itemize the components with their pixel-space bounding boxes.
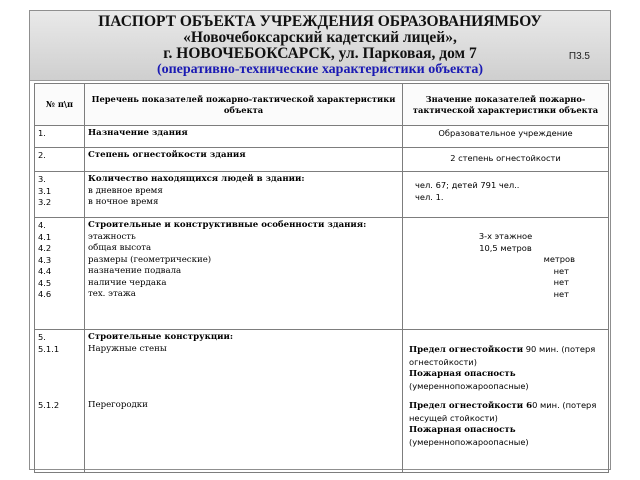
title-line-4: (оперативно-технические характеристики объекта) — [156, 62, 484, 77]
row5-v2-danger-value: (умереннопожароопасные) — [409, 436, 529, 447]
row4-num-6: 4.6 — [38, 289, 52, 299]
row5-v1-fire-label: Предел огнестойкости — [409, 345, 524, 355]
row4-num-3: 4.3 — [38, 254, 52, 265]
row4-item-1: общая высота — [88, 243, 152, 253]
row4-num-5: 4.5 — [38, 277, 52, 288]
table-header-row — [35, 84, 609, 126]
slide-frame — [29, 10, 611, 470]
row5-num-1: 5.1.1 — [38, 343, 60, 354]
row5-spacer — [88, 355, 399, 400]
row4-num-4: 4.4 — [38, 266, 52, 276]
header-num: № п\п — [35, 84, 85, 126]
table-row — [35, 218, 609, 330]
row4-num-0: 4. — [38, 220, 46, 230]
row5-v2-danger-label: Пожарная опасность — [409, 425, 516, 435]
row5-item-1: Перегородки — [88, 400, 148, 410]
row4-item-0: этажность — [88, 231, 136, 242]
table-row — [35, 148, 609, 172]
row5-value-spacer — [409, 392, 605, 400]
table-row — [35, 330, 609, 473]
row4-value-5: нет — [553, 288, 569, 299]
header-name: Перечень показателей пожарно-тактической характеристики объекта — [85, 84, 403, 126]
row4-num-1: 4.1 — [38, 231, 52, 242]
row3-num-2: 3.2 — [38, 197, 52, 207]
row5-num-2: 5.1.2 — [38, 400, 60, 410]
row3-value-1: чел. 1. — [415, 191, 444, 202]
title-line-2: «Новочебоксарский кадетский лицей», — [183, 29, 457, 46]
title-line-1: ПАСПОРТ ОБЪЕКТА УЧРЕЖДЕНИЯ ОБРАЗОВАНИЯМБОУ — [98, 13, 542, 30]
row4-value-0: 3-х этажное — [478, 231, 533, 241]
row4-item-5: тех. этажа — [88, 289, 136, 299]
row1-num: 1. — [38, 128, 46, 138]
row1-name: Назначение здания — [88, 128, 188, 138]
title-line-3: г. НОВОЧЕБОКСАРСК, ул. Парковая, дом 7 — [163, 45, 477, 62]
row4-num-2: 4.2 — [38, 243, 52, 253]
row3-title: Количество находящихся людей в здании: — [88, 174, 305, 184]
row5-v1-fire-value: 90 мин. (потеря огнестойкости) — [409, 344, 596, 367]
row4-value-4: нет — [553, 277, 569, 287]
header-value: Значение показателей пожарно-тактической характеристики объекта — [403, 84, 609, 126]
row4-value-1: 10,5 метров — [479, 242, 532, 253]
row4-item-4: наличие чердака — [88, 277, 167, 288]
row2-value: 2 степень огнестойкости — [450, 153, 561, 163]
row3-item-0: в дневное время — [88, 185, 163, 196]
row3-value-0: чел. 67; детей 791 чел.. — [415, 180, 520, 190]
row4-title: Строительные и конструктивные особенности здания: — [88, 220, 367, 230]
passport-table — [34, 83, 609, 473]
row3-item-1: в ночное время — [88, 197, 159, 207]
row5-v2-fire-value: 0 мин. (потеря несущей стойкости) — [409, 400, 597, 423]
row2-num: 2. — [38, 150, 46, 160]
row5-v2-fire — [409, 400, 605, 425]
row5-spacer — [38, 355, 81, 400]
row5-v1-danger-label: Пожарная опасность — [409, 369, 516, 379]
row5-item-0: Наружные стены — [88, 343, 167, 354]
row5-title: Строительные конструкции: — [88, 332, 234, 342]
table-row — [35, 126, 609, 148]
row4-item-2: размеры (геометрические) — [88, 254, 212, 265]
row5-v2-fire-label: Предел огнестойкости 6 — [409, 401, 533, 411]
row1-value: Образовательное учреждение — [438, 128, 573, 138]
row4-value-2: метров — [543, 254, 575, 264]
row5-v1-danger-value: (умереннопожароопасные) — [409, 380, 529, 391]
row5-num-0: 5. — [38, 332, 46, 342]
row2-name: Степень огнестойкости здания — [88, 150, 246, 160]
table-row — [35, 172, 609, 218]
row4-item-3: назначение подвала — [88, 266, 182, 276]
row3-num-0: 3. — [38, 174, 46, 184]
title-banner — [30, 11, 610, 81]
slide-code: П3.5 — [568, 51, 590, 62]
row4-value-3: нет — [553, 265, 569, 276]
row3-num-1: 3.1 — [38, 185, 52, 196]
row5-v1-fire — [409, 344, 605, 369]
